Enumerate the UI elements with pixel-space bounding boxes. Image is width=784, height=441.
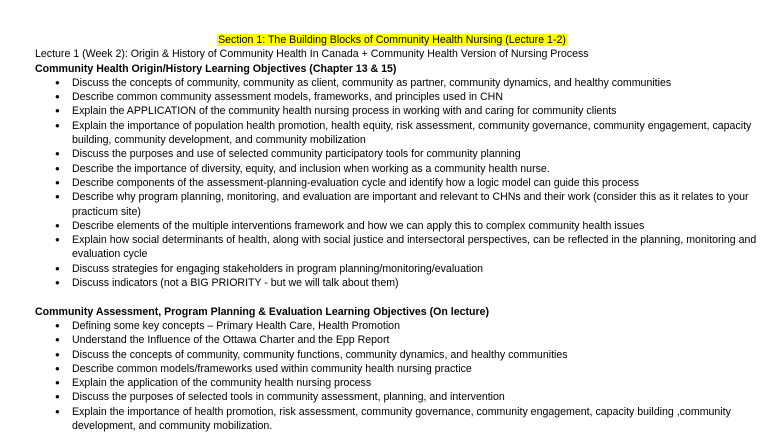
section2-list xyxy=(35,319,784,433)
list-item: ● Describe the importance of diversity, equity, and inclusion when working as a community health nurse. xyxy=(35,162,780,176)
list-item: ● Describe common models/frameworks used within community health nursing practice xyxy=(35,362,780,376)
list-item: ● Discuss the concepts of community, community as client, community as partner, community dynamics, and healthy communities xyxy=(35,76,780,90)
list-item: ● Explain the application of the community health nursing process xyxy=(35,376,780,390)
list-item: ● Discuss the purposes and use of selected community participatory tools for community planning xyxy=(35,147,780,161)
list-item: ● Describe elements of the multiple interventions framework and how we can apply this to complex community health issues xyxy=(35,219,780,233)
title-row xyxy=(35,33,749,47)
list-item: ● Understand the Influence of the Ottawa Charter and the Epp Report xyxy=(35,333,780,347)
list-item: ● Explain the importance of health promotion, risk assessment, community governance, community engagement, capacity building ,community development, and community mobilization. xyxy=(35,405,780,434)
list-item: ● Describe why program planning, monitoring, and evaluation are important and relevant to CHNs and their work (consider this as it relates to your practicum site) xyxy=(35,190,780,219)
list-item: ● Explain the APPLICATION of the community health nursing process in working with and caring for community clients xyxy=(35,104,780,118)
list-item: ● Describe components of the assessment-planning-evaluation cycle and identify how a logic model can guide this process xyxy=(35,176,780,190)
section1-list xyxy=(35,76,784,290)
lecture-line: Lecture 1 (Week 2): Origin & History of Community Health In Canada + Community Health Version of Nursing Process xyxy=(35,48,589,61)
list-item: ● Describe common community assessment models, frameworks, and principles used in CHN xyxy=(35,90,780,104)
list-item: ● Discuss strategies for engaging stakeholders in program planning/monitoring/evaluation xyxy=(35,262,780,276)
list-item: ● Explain the importance of population health promotion, health equity, risk assessment, community governance, community engagement, capacity building, community development, and community mobilization xyxy=(35,119,780,148)
list-item: ● Discuss the concepts of community, community functions, community dynamics, and healthy communities xyxy=(35,348,780,362)
list-item: ● Discuss the purposes of selected tools in community assessment, planning, and intervention xyxy=(35,390,780,404)
section2-heading: Community Assessment, Program Planning & Evaluation Learning Objectives (On lecture) xyxy=(35,305,490,318)
list-item: ● Defining some key concepts – Primary Health Care, Health Promotion xyxy=(35,319,780,333)
list-item: ● Explain how social determinants of health, along with social justice and intersectoral perspectives, can be reflected in the planning, monitoring and evaluation cycle xyxy=(35,233,780,262)
section1-heading: Community Health Origin/History Learning Objectives (Chapter 13 & 15) xyxy=(35,62,397,75)
section-title: Section 1: The Building Blocks of Community Health Nursing (Lecture 1-2) xyxy=(218,34,566,46)
blank-line xyxy=(35,290,784,304)
list-item: ● Discuss indicators (not a BIG PRIORITY - but we will talk about them) xyxy=(35,276,780,290)
